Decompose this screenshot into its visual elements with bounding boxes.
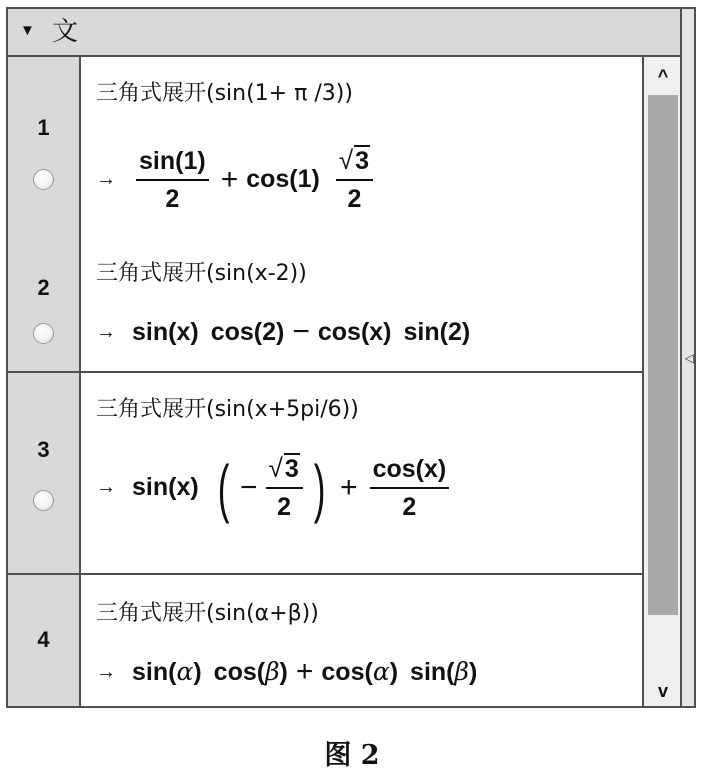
radicand: 3	[284, 455, 299, 483]
collapse-toggle-icon[interactable]: ▼	[20, 22, 35, 39]
term: cos(α)	[321, 657, 399, 686]
right-paren: )	[313, 451, 326, 524]
fraction	[266, 453, 303, 522]
row-output	[96, 315, 470, 349]
cas-row-1[interactable]	[8, 57, 642, 245]
output-arrow-icon: →	[96, 168, 116, 190]
denominator: 2	[277, 493, 292, 521]
cas-row-4[interactable]	[8, 575, 642, 708]
row-visibility-radio[interactable]	[33, 490, 54, 511]
fraction	[136, 146, 209, 214]
output-arrow-icon: →	[96, 476, 116, 498]
term: cos(2)	[210, 317, 285, 346]
row-number: 2	[37, 275, 50, 300]
numerator: sin(1)	[136, 146, 209, 181]
row-gutter	[8, 237, 81, 371]
minus-sign: −	[240, 470, 258, 504]
operator: +	[295, 655, 314, 688]
numerator: cos(x)	[370, 454, 450, 489]
row-output	[96, 655, 477, 689]
algebra-panel	[6, 7, 696, 708]
side-collapse-strip	[680, 9, 694, 706]
numerator	[336, 145, 373, 181]
scroll-thumb[interactable]	[648, 95, 678, 615]
fraction	[370, 454, 450, 522]
operator: +	[220, 162, 239, 196]
scroll-down-icon[interactable]: v	[657, 681, 668, 701]
figure-caption: 图 2	[324, 740, 380, 771]
row-number: 3	[37, 437, 50, 462]
fraction	[336, 145, 373, 214]
row-input[interactable]: 三角式展开(sin(1+ π /3))	[96, 81, 353, 106]
row-output	[96, 145, 377, 214]
term: sin(2)	[403, 317, 471, 346]
output-arrow-icon: →	[96, 320, 116, 343]
denominator: 2	[347, 185, 362, 213]
sqrt	[339, 145, 370, 175]
term: cos(β)	[213, 657, 288, 686]
row-input[interactable]: 三角式展开(sin(x-2))	[96, 261, 307, 286]
panel-title: 文	[52, 17, 79, 47]
scroll-up-icon[interactable]: ^	[657, 66, 669, 86]
denominator: 2	[165, 184, 180, 213]
term: sin(x)	[132, 473, 199, 501]
denominator: 2	[402, 492, 417, 521]
row-gutter	[8, 373, 81, 573]
cas-row-3[interactable]	[8, 373, 642, 575]
sqrt	[269, 453, 300, 483]
cas-row-2[interactable]	[8, 237, 642, 373]
radical-icon: √	[268, 453, 283, 483]
term: sin(α)	[132, 657, 202, 686]
numerator	[266, 453, 303, 489]
operator: +	[340, 470, 358, 504]
row-number: 1	[37, 115, 50, 140]
row-gutter	[8, 575, 81, 706]
term: cos(x)	[317, 317, 392, 346]
row-visibility-radio[interactable]	[33, 169, 54, 190]
row-visibility-radio[interactable]	[33, 323, 54, 344]
panel-header	[8, 9, 694, 57]
term: sin(x)	[132, 317, 199, 346]
left-paren: (	[217, 451, 230, 524]
row-input[interactable]: 三角式展开(sin(x+5pi/6))	[96, 397, 359, 422]
radicand: 3	[355, 147, 370, 175]
output-arrow-icon: →	[96, 660, 116, 683]
vertical-scrollbar[interactable]	[642, 57, 682, 708]
row-input[interactable]: 三角式展开(sin(α+β))	[96, 601, 319, 626]
term: sin(β)	[410, 657, 478, 686]
row-output	[96, 453, 453, 522]
operator: −	[292, 315, 310, 348]
side-collapse-icon[interactable]: ◁	[684, 351, 694, 365]
row-number: 4	[37, 627, 50, 652]
row-gutter	[8, 57, 81, 243]
term: cos(1)	[246, 165, 320, 193]
radical-icon: √	[338, 145, 354, 175]
